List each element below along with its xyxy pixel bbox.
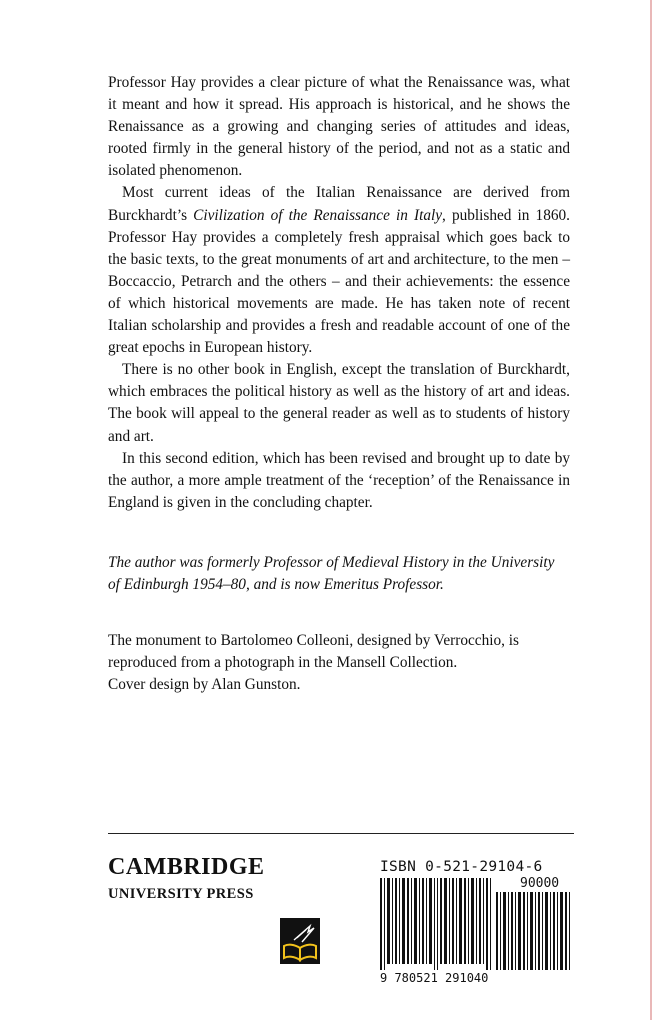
blurb-paragraph-4: In this second edition, which has been revised and brought up to date by the author, a more ample treatment of the ‘reception’ of the Renaissance in England is given in the concluding chapter. bbox=[108, 449, 570, 511]
credits-photo: The monument to Bartolomeo Colleoni, designed by Verrocchio, is reproduced from a photograph in the Mansell Collection. bbox=[108, 632, 519, 672]
publisher-subtitle: UNIVERSITY PRESS bbox=[108, 886, 254, 902]
book-title-burckhardt: Civilization of the Renaissance in Italy bbox=[193, 206, 443, 224]
open-book-logo-icon bbox=[280, 918, 320, 964]
blurb-paragraph-2-rest: , published in 1860. Professor Hay provides a completely fresh appraisal which goes back to the basic texts, to the great monuments of art and architecture, to the men – Boccaccio, Petrarch and the others – and their achievements: the essence of which historical movements are made. He has taken note of recent Italian scholarship and provides a fresh and readable account of one of the great epochs in European history. bbox=[108, 206, 570, 357]
barcode-block bbox=[380, 858, 576, 988]
publisher-block bbox=[108, 853, 308, 903]
divider-rule bbox=[108, 833, 574, 834]
credits bbox=[108, 630, 570, 696]
barcode-addon-code: 90000 bbox=[520, 876, 560, 891]
barcode-bars bbox=[380, 878, 576, 970]
blurb-paragraph-2-start: Most current ideas of the Italian Renaissance are derived from Burckhardt’s bbox=[108, 184, 570, 224]
page-edge-line bbox=[650, 0, 652, 1020]
credits-cover: Cover design by Alan Gunston. bbox=[108, 676, 301, 694]
blurb-paragraph-2 bbox=[108, 182, 570, 359]
blurb-paragraph-1: Professor Hay provides a clear picture of what the Renaissance was, what it meant and how it spread. His approach is historical, and he shows the Renaissance as a growing and changing series of attitudes and ideas, rooted firmly in the general history of the period, and not as a static and isolated phenomenon. bbox=[108, 74, 570, 180]
author-note bbox=[108, 552, 570, 596]
author-note-text: The author was formerly Professor of Medieval History in the University of Edinburgh 1954–80, and is now Emeritus Professor. bbox=[108, 554, 555, 594]
publisher-name: CAMBRIDGE bbox=[108, 854, 265, 880]
blurb bbox=[108, 72, 570, 514]
blurb-paragraph-3: There is no other book in English, except the translation of Burckhardt, which embraces the political history as well as the history of art and ideas. The book will appeal to the general reader as well as to students of history and art. bbox=[108, 361, 570, 445]
ean-digits: 9 780521 291040 bbox=[380, 971, 489, 985]
isbn-text: ISBN 0-521-29104-6 bbox=[380, 859, 543, 875]
